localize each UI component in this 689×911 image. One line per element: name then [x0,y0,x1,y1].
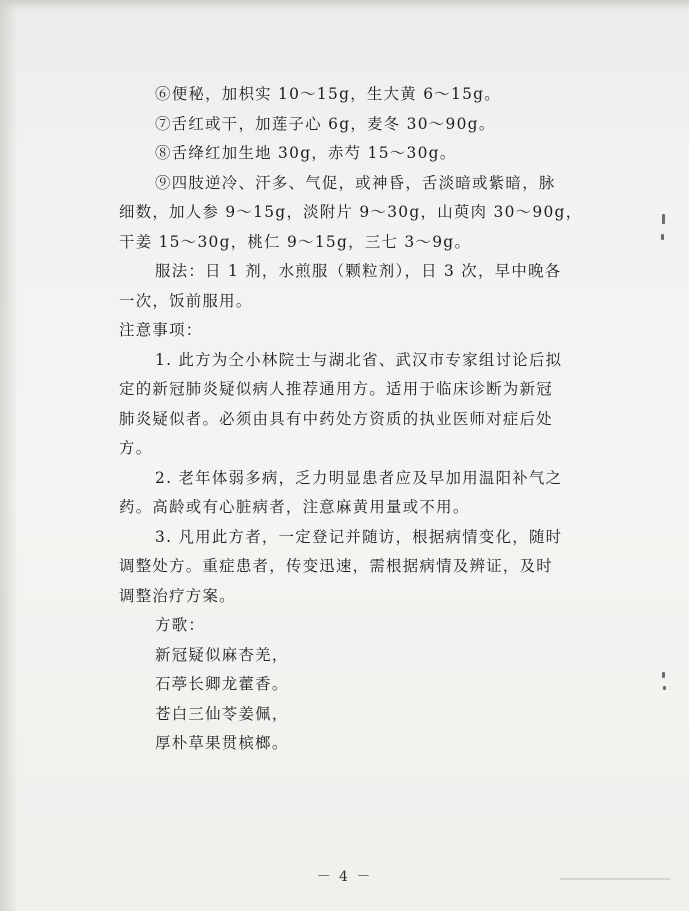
text-line-supplement-9-cont-2: 干姜 15～30g，桃仁 9～15g，三七 3～9g。 [119,232,472,251]
note-2-line-1: 2. 老年体弱多病，乏力明显患者应及早加用温阳补气之 [155,468,563,487]
margin-scan-mark [661,234,664,240]
note-1-line-4: 方。 [119,439,153,457]
text-line-supplement-9-start: ⑨四肢逆冷、汗多、气促，或神昏，舌淡暗或紫暗，脉 [155,173,556,192]
margin-scan-mark [662,672,665,678]
text-line-supplement-9-cont-1: 细数，加人参 9～15g，淡附片 9～30g，山萸肉 30～90g， [119,203,583,221]
document-body [119,80,589,759]
bottom-scan-mark [560,878,670,880]
text-line-dosage-start: 服法：日 1 剂，水煎服（颗粒剂），日 3 次，早中晚各 [155,262,562,280]
formula-song-line-3: 苍白三仙苓姜佩， [155,704,289,723]
text-line-supplement-8: ⑧舌绛红加生地 30g，赤芍 15～30g。 [155,144,457,162]
scan-top-edge [0,0,689,10]
note-3-line-1: 3. 凡用此方者，一定登记并随访，根据病情变化，随时 [155,527,563,546]
scan-left-shadow [0,0,18,911]
note-1-line-2: 定的新冠肺炎疑似病人推荐通用方。适用于临床诊断为新冠 [119,380,553,398]
text-line-supplement-6: ⑥便秘，加枳实 10～15g，生大黄 6～15g。 [155,85,502,103]
formula-song-line-1: 新冠疑似麻杏羌， [155,645,289,664]
text-line-supplement-7: ⑦舌红或干，加莲子心 6g，麦冬 30～90g。 [155,114,496,133]
formula-song-line-4: 厚朴草果贯槟榔。 [155,734,289,752]
margin-scan-mark [663,686,666,690]
note-3-line-3: 调整治疗方案。 [119,586,236,605]
margin-scan-mark [662,214,665,224]
note-2-line-2: 药。高龄或有心脏病者，注意麻黄用量或不用。 [119,498,470,516]
page-number: － 4 － [316,869,373,885]
formula-song-line-2: 石葶长卿龙藿香。 [155,675,289,693]
note-1-line-3: 肺炎疑似者。必须由具有中药处方资质的执业医师对症后处 [119,409,553,428]
note-1-line-1: 1. 此方为仝小林院士与湖北省、武汉市专家组讨论后拟 [155,350,563,369]
notes-heading: 注意事项： [119,321,203,339]
formula-song-heading: 方歌： [155,616,206,634]
text-line-dosage-cont: 一次，饭前服用。 [119,291,253,310]
note-3-line-2: 调整处方。重症患者，传变迅速，需根据病情及辨证，及时 [119,557,553,575]
